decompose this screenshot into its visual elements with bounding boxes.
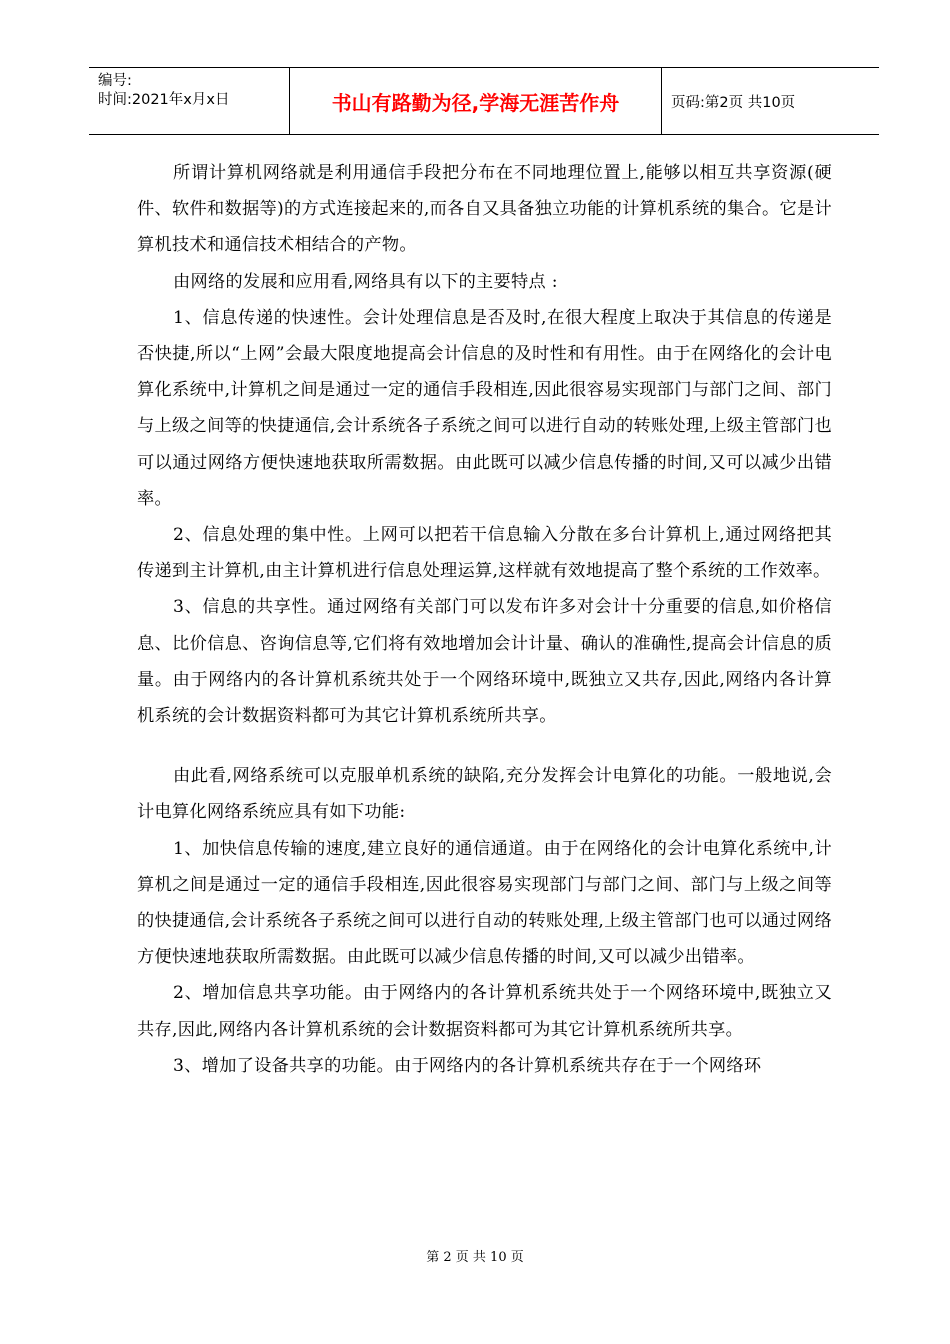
paragraph: 1、信息传递的快速性。会计处理信息是否及时,在很大程度上取决于其信息的传递是否快捷,所以“上网”会最大限度地提高会计信息的及时性和有用性。由于在网络化的会计电算化系统中,计算机之间是通过一定的通信手段相连,因此很容易实现部门与部门之间、部门与上级之间等的快捷通信,会计系统各子系统之间可以进行自动的转账处理,上级主管部门也可以通过网络方便快速地获取所需数据。由此既可以减少信息传播的时间,又可以减少出错率。: [137, 307, 832, 509]
paragraph: 1、加快信息传输的速度,建立良好的通信通道。由于在网络化的会计电算化系统中,计算机之间是通过一定的通信手段相连,因此很容易实现部门与部门之间、部门与上级之间等的快捷通信,会计系统各子系统之间可以进行自动的转账处理,上级主管部门也可以通过网络方便快速地获取所需数据。由此既可以减少信息传播的时间,又可以减少出错率。: [137, 838, 832, 968]
document-time-label: 时间:2021年x月x日: [98, 92, 230, 108]
page-footer: [0, 1246, 950, 1265]
page-header: [89, 67, 879, 135]
paragraph: 2、信息处理的集中性。上网可以把若干信息输入分散在多台计算机上,通过网络把其传递到主计算机,由主计算机进行信息处理运算,这样就有效地提高了整个系统的工作效率。: [137, 525, 832, 582]
document-body: [137, 155, 832, 1084]
paragraph: 3、增加了设备共享的功能。由于网络内的各计算机系统共存在于一个网络环: [173, 1055, 762, 1076]
paragraph: 3、信息的共享性。通过网络有关部门可以发布许多对会计十分重要的信息,如价格信息、比价信息、咨询信息等,它们将有效地增加会计计量、确认的准确性,提高会计信息的质量。由于网络内的各计算机系统共处于一个网络环境中,既独立又共存,因此,网络内各计算机系统的会计数据资料都可为其它计算机系统所共享。: [137, 597, 832, 727]
paragraph: 2、增加信息共享功能。由于网络内的各计算机系统共处于一个网络环境中,既独立又共存,因此,网络内各计算机系统的会计数据资料都可为其它计算机系统所共享。: [137, 983, 832, 1040]
paragraph: 由网络的发展和应用看,网络具有以下的主要特点 :: [173, 271, 558, 292]
header-page-info-cell: [662, 68, 879, 134]
paragraph: 所谓计算机网络就是利用通信手段把分布在不同地理位置上,能够以相互共享资源(硬件、软件和数据等)的方式连接起来的,而各自又具备独立功能的计算机系统的集合。它是计算机技术和通信技术相结合的产物。: [137, 163, 832, 256]
footer-page-number: 第 2 页 共 10 页: [426, 1250, 524, 1265]
header-meta-cell: [89, 68, 290, 134]
header-motto-cell: [290, 68, 662, 134]
document-number-label: 编号:: [98, 73, 132, 89]
paragraph: 由此看,网络系统可以克服单机系统的缺陷,充分发挥会计电算化的功能。一般地说,会计电算化网络系统应具有如下功能:: [137, 766, 832, 823]
header-page-info: 页码:第2页 共10页: [671, 94, 796, 111]
header-motto: 书山有路勤为径,学海无涯苦作舟: [331, 90, 620, 115]
